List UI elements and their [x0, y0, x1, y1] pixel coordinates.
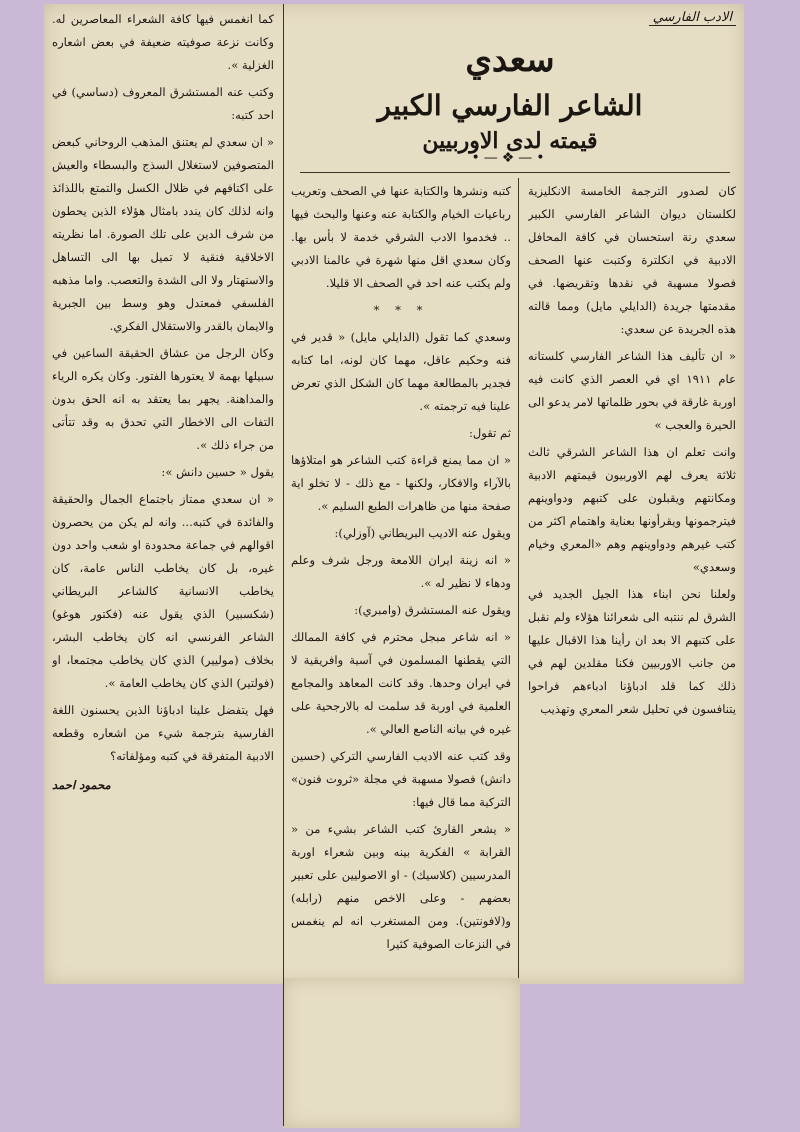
- paragraph: ويقول عنه الاديب البريطاني (آوزلي):: [334, 526, 511, 540]
- paragraph: وقد كتب عنه الاديب الفارسي التركي (حسين دانش) فصولا مسهبة في مجلة «ثروت فنون» التركية مما قال فيها:: [291, 749, 511, 809]
- paragraph: يقول « حسين دانش »:: [161, 465, 274, 479]
- headline-title: سعدي: [465, 40, 555, 80]
- paragraph: كتبه ونشرها والكتابة عنها في الصحف وتعريب رباعيات الخيام والكتابة عنه وعنها والبحث فيها .. فخدموا الادب الشرقي خدمة لا بأس بها. وكان سعدي اقل منها شهرة في عالمنا الادبي ولم يكتب عنه احد في الصحف الا قليلا.: [291, 184, 511, 290]
- paragraph: ولعلنا نحن ابناء هذا الجيل الجديد في الشرق لم ننتبه الى شعرائنا هؤلاء ولم نقبل على كتبهم الا بعد ان رأينا هذا الاقبال عليها من جانب الاوربيين فكنا مقلدين لهم في ذلك كما قلد ادباؤنا ادباءهم فراحوا يتنافسون في تحليل شعر المعري وتهذيب: [528, 587, 736, 716]
- article-column-middle: [291, 180, 511, 1124]
- paragraph: « انه زينة ايران اللامعة ورجل شرف وعلم ودهاء لا نظير له ».: [291, 553, 511, 590]
- headline-tagline: قيمته لدى الاوربيين: [422, 128, 598, 154]
- paragraph: « ان مما يمنع قراءة كتب الشاعر هو امتلاؤها بالآراء والافكار، ولكنها - مع ذلك - لا تخلو اية صفحة منها من ظاهرات الطبع السليم ».: [291, 453, 511, 513]
- column-rule-right: [518, 178, 519, 978]
- headline-rule: [300, 172, 730, 173]
- author-signature: محمود احمد: [52, 778, 111, 792]
- paragraph: وسعدي كما تقول (الدايلي مايل) « قدير في فنه وحكيم عاقل، مهما كان لونه، اما كتابه فجدير بالمطالعة مهما كان الشكل الذي تعرض علينا فيه ترجمته ».: [291, 330, 511, 413]
- article-column-left: [52, 8, 274, 978]
- paragraph: « يشعر القارئ كتب الشاعر بشيء من « القرابة » الفكرية بينه وبين شعراء اوربة المدرسيين (كلاسيك) - او الاصوليين على تعبير بعضهم - وعلى الاخص منهم (رابله) و(لافونتين). ومن المستغرب انه لم ينغمس في النزعات الصوفية كثيرا: [291, 822, 511, 951]
- headline-ornament: •—❖—•: [471, 150, 549, 166]
- paragraph: « انه شاعر مبجل محترم في كافة الممالك التي يقطنها المسلمون في آسية وافريقية لا في ايران وحدها. وقد كانت المعاهد والمجامع العلمية في اوربة قد سلمت له بالارجحية على غيره في بيانه الناصع العالي ».: [291, 630, 511, 736]
- paragraph: « ان تأليف هذا الشاعر الفارسي كلستانه عام ١٩١١ اي في العصر الذي كانت فيه اوربة غارقة في بحور ظلماتها لامر يدعو الى الحيرة والعجب »: [528, 349, 736, 432]
- paragraph: وانت تعلم ان هذا الشاعر الشرقي ثالث ثلاثة يعرف لهم الاوربيون قيمتهم الادبية ومكانتهم ويقبلون على كتبهم ودواوينهم فيترجمونها ويقرأونها بعناية واهتمام اكثر من كتب غيرهم ودواوينهم وهم «المعري وخيام وسعدي»: [528, 445, 736, 574]
- paragraph: كما انغمس فيها كافة الشعراء المعاصرين له. وكانت نزعة صوفيته ضعيفة في بعض اشعاره الغزلية ».: [52, 12, 274, 72]
- paragraph: ثم تقول:: [468, 426, 511, 440]
- paragraph: « ان سعدي ممتاز باجتماع الجمال والحقيقة والفائدة في كتبه... وانه لم يكن من يحصرون اقوالهم في جماعة محدودة او شعب واحد دون غيره، بل كان يخاطب الناس عامة، كان يخاطب الانسانية كالشاعر البريطاني (شكسبير) الذي يقول عنه (فكتور هوغو) الشاعر الفرنسي انه كان يخاطب البشر، بخلاف (موليير) الذي كان يخاطب مجتمعا، او (فولتير) الذي كان يخاطب العامة ».: [52, 492, 274, 690]
- paragraph: ويقول عنه المستشرق (وامبري):: [354, 603, 511, 617]
- paragraph: وكان الرجل من عشاق الحقيقة الساعين في سبيلها بهمة لا يعتورها الفتور. وكان يكره الرياء والمداهنة. يجهر بما يعتقد به انه الحق بدون التفات الى الاخطار التي تحدق به وقد تتأتى من جراء ذلك ».: [52, 346, 274, 452]
- headline-subtitle: الشاعر الفارسي الكبير: [377, 89, 643, 122]
- section-label: الادب الفارسي: [649, 10, 736, 26]
- section-break: * * *: [373, 303, 429, 317]
- paragraph: « ان سعدي لم يعتنق المذهب الروحاني كبعض المتصوفين لاستغلال السذج والبسطاء والعيش على اكتافهم في ظلال الكسل والتمتع باللذائذ وانه لذلك كان يندد بامثال هؤلاء الذين يحطون من شرف الدين على تلك الصورة. اما نظريته الاخلاقية فنقية لا تميل بها الى التساهل والاستهتار ولا الى الشدة والتعصب. واما مذهبه الفلسفي فمعتدل وهو وسط بين الجبرية والايمان بالقدر والاستقلال الفكري.: [52, 135, 274, 333]
- paragraph: فهل يتفضل علينا ادباؤنا الذين يحسنون اللغة الفارسية بترجمة شيء من اشعاره وقطعه الادبية المتفرقة في كتبه ومؤلفاته؟: [52, 703, 274, 763]
- column-rule-left: [283, 4, 284, 1126]
- paragraph: كان لصدور الترجمة الخامسة الانكليزية لكلستان ديوان الشاعر الفارسي الكبير سعدي رنة استحسان في كافة المحافل الادبية في انكلترة وكتبت عنها الصحف فصولا مسهبة في نقدها وتقريضها. في مقدمتها جريدة (الدايلي مايل) ومما قالته هذه الجريدة عن سعدي:: [528, 184, 736, 336]
- paragraph: وكتب عنه المستشرق المعروف (دساسي) في احد كتبه:: [52, 85, 274, 122]
- article-column-right: [528, 180, 736, 830]
